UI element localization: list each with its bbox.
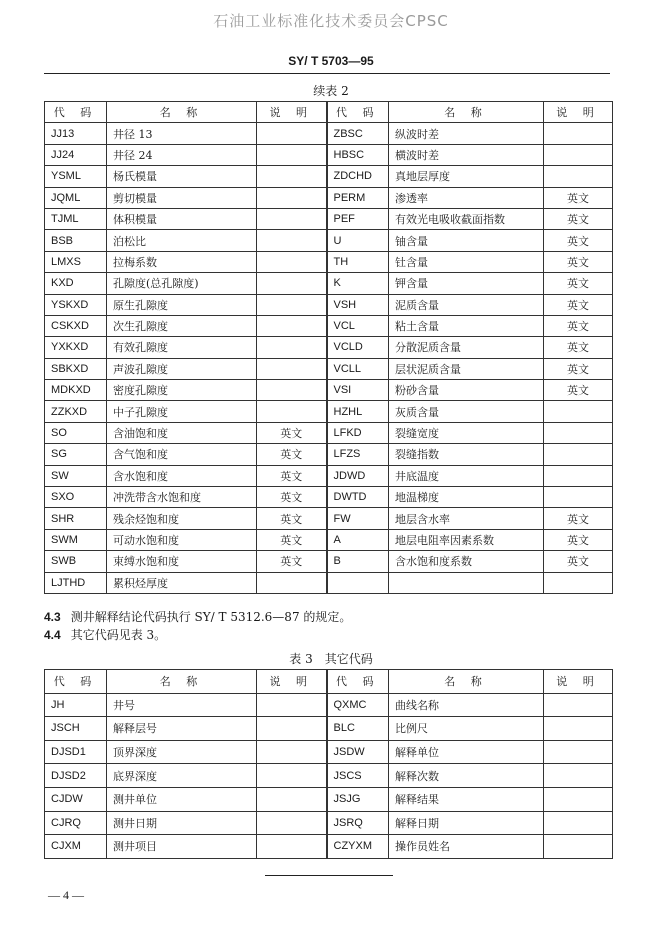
cell-name: 测井单位: [107, 787, 257, 811]
cell-note: [544, 787, 613, 811]
cell-note: [257, 230, 327, 251]
cell-note: [257, 187, 327, 208]
cell-note: [257, 273, 327, 294]
cell-name: 钾含量: [389, 273, 544, 294]
cell-name: 解释次数: [389, 764, 544, 788]
table-row: [45, 166, 613, 187]
cell-name: 地温梯度: [389, 487, 544, 508]
cell-code: SHR: [45, 508, 107, 529]
cell-name: 累积烃厚度: [107, 572, 257, 593]
cell-name: 灰质含量: [389, 401, 544, 422]
cell-code: JSRQ: [327, 811, 389, 835]
cell-note: 英文: [544, 337, 613, 358]
table-row: [45, 294, 613, 315]
col-header-name: 名 称: [107, 670, 257, 694]
cell-code: VCL: [327, 315, 389, 336]
cell-name: 含水饱和度: [107, 465, 257, 486]
cell-note: 英文: [544, 529, 613, 550]
cell-code: VCLL: [327, 358, 389, 379]
cell-name: 密度孔隙度: [107, 380, 257, 401]
cell-code: BSB: [45, 230, 107, 251]
cell-name: [389, 572, 544, 593]
cell-name: 井径 13: [107, 123, 257, 144]
cell-note: [544, 764, 613, 788]
cell-code: CSKXD: [45, 315, 107, 336]
cell-code: VCLD: [327, 337, 389, 358]
cell-note: [544, 465, 613, 486]
cell-code: CJXM: [45, 835, 107, 859]
cell-note: [544, 123, 613, 144]
cell-code: YXKXD: [45, 337, 107, 358]
cell-code: YSKXD: [45, 294, 107, 315]
cell-name: 粉砂含量: [389, 380, 544, 401]
cell-code: JH: [45, 693, 107, 717]
cell-name: 纵波时差: [389, 123, 544, 144]
cell-code: SWB: [45, 551, 107, 572]
cell-code: TH: [327, 251, 389, 272]
cell-name: 解释结果: [389, 787, 544, 811]
cell-name: 比例尺: [389, 717, 544, 741]
cell-code: HBSC: [327, 144, 389, 165]
cell-name: 可动水饱和度: [107, 529, 257, 550]
table-row: [45, 144, 613, 165]
cell-code: K: [327, 273, 389, 294]
table-row: [45, 422, 613, 443]
cell-name: 冲洗带含水饱和度: [107, 487, 257, 508]
cell-name: 曲线名称: [389, 693, 544, 717]
cell-note: [257, 764, 327, 788]
table3-codes: [44, 669, 613, 859]
cell-note: 英文: [257, 422, 327, 443]
cell-name: 含水饱和度系数: [389, 551, 544, 572]
cell-code: ZDCHD: [327, 166, 389, 187]
cell-note: [257, 811, 327, 835]
cell-note: 英文: [257, 508, 327, 529]
cell-name: 顶界深度: [107, 740, 257, 764]
cell-note: 英文: [544, 251, 613, 272]
cell-code: DWTD: [327, 487, 389, 508]
cell-code: SO: [45, 422, 107, 443]
cell-note: [257, 380, 327, 401]
cell-name: 裂缝指数: [389, 444, 544, 465]
clause-text: 其它代码见表 3。: [70, 628, 167, 642]
cell-name: 粘土含量: [389, 315, 544, 336]
cell-name: 地层含水率: [389, 508, 544, 529]
cell-note: [544, 740, 613, 764]
cell-code: SWM: [45, 529, 107, 550]
cell-note: [257, 835, 327, 859]
cell-code: A: [327, 529, 389, 550]
cell-note: [257, 315, 327, 336]
cell-note: 英文: [544, 187, 613, 208]
cell-note: [544, 444, 613, 465]
cell-code: VSI: [327, 380, 389, 401]
cell-code: TJML: [45, 208, 107, 229]
cell-code: B: [327, 551, 389, 572]
table-row: [45, 551, 613, 572]
cell-code: JSJG: [327, 787, 389, 811]
table-row: [45, 251, 613, 272]
table-row: [45, 787, 613, 811]
table-row: [45, 764, 613, 788]
cell-name: 井号: [107, 693, 257, 717]
col-header-code: 代 码: [45, 670, 107, 694]
cell-name: 解释层号: [107, 717, 257, 741]
cell-name: 泊松比: [107, 230, 257, 251]
cell-name: 测井日期: [107, 811, 257, 835]
cell-note: 英文: [544, 315, 613, 336]
cell-note: [257, 208, 327, 229]
table3-header-row: [45, 670, 613, 694]
cell-name: 解释日期: [389, 811, 544, 835]
cell-name: 残余烃饱和度: [107, 508, 257, 529]
cell-note: [257, 787, 327, 811]
cell-code: LMXS: [45, 251, 107, 272]
table-row: [45, 740, 613, 764]
cell-code: KXD: [45, 273, 107, 294]
cell-note: [544, 693, 613, 717]
cell-note: [257, 123, 327, 144]
cell-code: JSDW: [327, 740, 389, 764]
cell-code: U: [327, 230, 389, 251]
cell-name: 铀含量: [389, 230, 544, 251]
cell-name: 钍含量: [389, 251, 544, 272]
cell-code: JJ24: [45, 144, 107, 165]
cell-note: [257, 358, 327, 379]
cell-code: ZZKXD: [45, 401, 107, 422]
cell-note: 英文: [257, 465, 327, 486]
cell-code: JSCH: [45, 717, 107, 741]
col-header-note: 说 明: [544, 102, 613, 123]
cell-name: 含油饱和度: [107, 422, 257, 443]
cell-note: [257, 144, 327, 165]
cell-code: JSCS: [327, 764, 389, 788]
cell-note: [257, 337, 327, 358]
cell-note: [544, 422, 613, 443]
cell-note: [257, 294, 327, 315]
cell-code: PEF: [327, 208, 389, 229]
cell-name: 横波时差: [389, 144, 544, 165]
cell-name: 泥质含量: [389, 294, 544, 315]
cell-note: 英文: [257, 444, 327, 465]
cell-name: 杨氏模量: [107, 166, 257, 187]
page-number: — 4 —: [48, 888, 84, 902]
col-header-note: 说 明: [544, 670, 613, 694]
standard-number: SY/ T 5703—95: [288, 54, 374, 68]
table-row: [45, 123, 613, 144]
table-row: [45, 187, 613, 208]
cell-code: JJ13: [45, 123, 107, 144]
cell-code: DJSD2: [45, 764, 107, 788]
cell-code: YSML: [45, 166, 107, 187]
cell-code: LFZS: [327, 444, 389, 465]
cell-note: [544, 144, 613, 165]
table-row: [45, 508, 613, 529]
table-row: [45, 693, 613, 717]
cell-name: 真地层厚度: [389, 166, 544, 187]
cell-note: [544, 166, 613, 187]
footer-rule: [265, 875, 393, 876]
table-row: [45, 572, 613, 593]
cell-code: ZBSC: [327, 123, 389, 144]
cell-name: 地层电阻率因素系数: [389, 529, 544, 550]
cell-note: 英文: [544, 273, 613, 294]
table-row: [45, 835, 613, 859]
table-row: [45, 273, 613, 294]
cell-note: [544, 717, 613, 741]
cell-name: 解释单位: [389, 740, 544, 764]
table-row: [45, 401, 613, 422]
cell-code: JDWD: [327, 465, 389, 486]
cell-name: 孔隙度(总孔隙度): [107, 273, 257, 294]
clause-4-4: [44, 626, 166, 643]
clause-text: 测井解释结论代码执行 SY/ T 5312.6—87 的规定。: [70, 610, 352, 624]
table3-caption: 表 3 其它代码: [289, 652, 373, 666]
table-row: [45, 380, 613, 401]
cell-name: 有效光电吸收截面指数: [389, 208, 544, 229]
cell-name: 束缚水饱和度: [107, 551, 257, 572]
table-row: [45, 444, 613, 465]
col-header-code: 代 码: [45, 102, 107, 123]
cell-code: BLC: [327, 717, 389, 741]
cell-code: QXMC: [327, 693, 389, 717]
cell-name: 测井项目: [107, 835, 257, 859]
cell-note: 英文: [257, 529, 327, 550]
table-row: [45, 465, 613, 486]
table2-codes: [44, 101, 613, 594]
cell-code: MDKXD: [45, 380, 107, 401]
cell-name: 声波孔隙度: [107, 358, 257, 379]
cell-note: 英文: [544, 294, 613, 315]
cell-name: 次生孔隙度: [107, 315, 257, 336]
table-row: [45, 358, 613, 379]
cell-note: [257, 693, 327, 717]
cell-code: SW: [45, 465, 107, 486]
cell-note: [544, 835, 613, 859]
col-header-note: 说 明: [257, 102, 327, 123]
cell-note: [544, 401, 613, 422]
clause-4-3: [44, 608, 351, 625]
cell-code: SBKXD: [45, 358, 107, 379]
cell-code: PERM: [327, 187, 389, 208]
cell-name: 中子孔隙度: [107, 401, 257, 422]
table2-header-row: [45, 102, 613, 123]
cell-code: SXO: [45, 487, 107, 508]
cell-note: [257, 401, 327, 422]
cell-note: 英文: [257, 551, 327, 572]
cell-note: [544, 572, 613, 593]
table-row: [45, 315, 613, 336]
cell-note: [257, 717, 327, 741]
table2-caption: 续表 2: [313, 84, 349, 98]
cell-note: [257, 251, 327, 272]
cell-name: 底界深度: [107, 764, 257, 788]
cell-note: [257, 166, 327, 187]
cell-name: 井径 24: [107, 144, 257, 165]
table-row: [45, 487, 613, 508]
cell-note: 英文: [544, 380, 613, 401]
cell-name: 操作员姓名: [389, 835, 544, 859]
watermark-text: 石油工业标准化技术委员会CPSC: [213, 12, 449, 30]
cell-code: HZHL: [327, 401, 389, 422]
cell-name: 井底温度: [389, 465, 544, 486]
cell-note: 英文: [544, 230, 613, 251]
cell-code: DJSD1: [45, 740, 107, 764]
col-header-name: 名 称: [389, 102, 544, 123]
cell-code: LJTHD: [45, 572, 107, 593]
cell-code: [327, 572, 389, 593]
header-rule: [44, 73, 610, 74]
col-header-name: 名 称: [107, 102, 257, 123]
cell-name: 层状泥质含量: [389, 358, 544, 379]
col-header-code: 代 码: [327, 670, 389, 694]
col-header-note: 说 明: [257, 670, 327, 694]
cell-code: LFKD: [327, 422, 389, 443]
cell-code: CJDW: [45, 787, 107, 811]
cell-code: FW: [327, 508, 389, 529]
cell-name: 拉梅系数: [107, 251, 257, 272]
cell-name: 含气饱和度: [107, 444, 257, 465]
col-header-code: 代 码: [327, 102, 389, 123]
clause-number: 4.3: [44, 610, 61, 624]
table-row: [45, 337, 613, 358]
cell-name: 渗透率: [389, 187, 544, 208]
cell-name: 分散泥质含量: [389, 337, 544, 358]
cell-name: 体积模量: [107, 208, 257, 229]
cell-name: 原生孔隙度: [107, 294, 257, 315]
cell-note: [544, 811, 613, 835]
table-row: [45, 529, 613, 550]
cell-code: SG: [45, 444, 107, 465]
col-header-name: 名 称: [389, 670, 544, 694]
cell-note: 英文: [544, 358, 613, 379]
cell-name: 有效孔隙度: [107, 337, 257, 358]
table-row: [45, 208, 613, 229]
table-row: [45, 717, 613, 741]
cell-note: [257, 740, 327, 764]
cell-code: VSH: [327, 294, 389, 315]
cell-code: CJRQ: [45, 811, 107, 835]
table-row: [45, 230, 613, 251]
cell-note: [544, 487, 613, 508]
cell-note: 英文: [257, 487, 327, 508]
cell-name: 裂缝宽度: [389, 422, 544, 443]
clause-number: 4.4: [44, 628, 61, 642]
cell-code: CZYXM: [327, 835, 389, 859]
cell-note: 英文: [544, 208, 613, 229]
cell-code: JQML: [45, 187, 107, 208]
cell-note: 英文: [544, 508, 613, 529]
table-row: [45, 811, 613, 835]
cell-note: [257, 572, 327, 593]
cell-name: 剪切模量: [107, 187, 257, 208]
cell-note: 英文: [544, 551, 613, 572]
